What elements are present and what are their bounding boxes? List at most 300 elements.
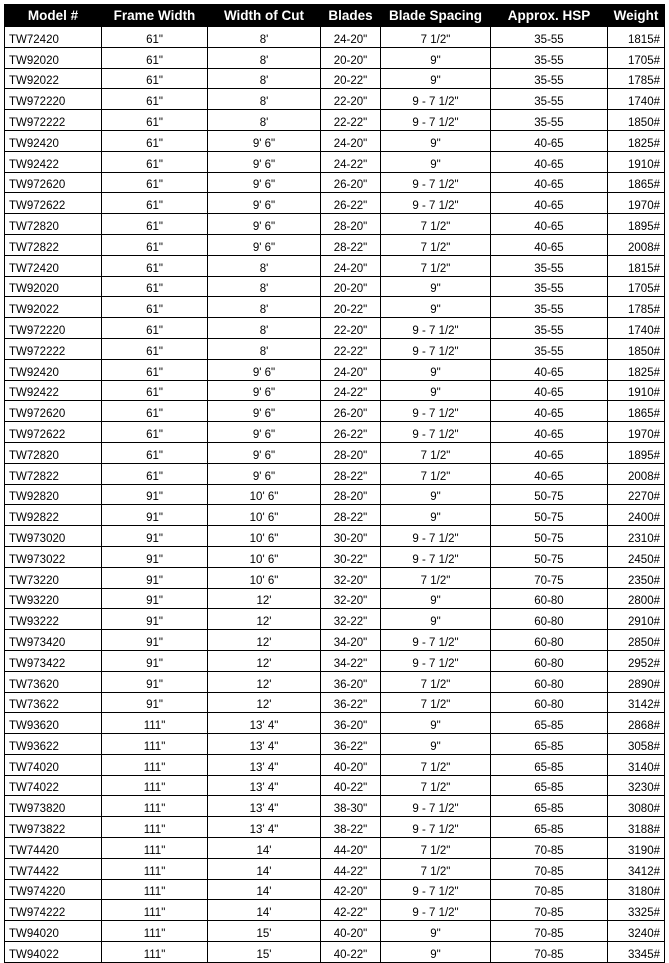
cell-approx-hsp: 60-80 xyxy=(491,650,608,671)
cell-model: TW973020 xyxy=(5,526,102,547)
cell-blades: 26-22" xyxy=(321,193,381,214)
cell-model: TW92020 xyxy=(5,47,102,68)
cell-blade-spacing: 9 - 7 1/2" xyxy=(381,338,491,359)
cell-width-of-cut: 9' 6" xyxy=(208,422,321,443)
table-row xyxy=(5,130,665,151)
cell-width-of-cut: 8' xyxy=(208,255,321,276)
cell-weight: 1825# xyxy=(608,359,665,380)
cell-approx-hsp: 70-85 xyxy=(491,838,608,859)
table-row xyxy=(5,234,665,255)
cell-width-of-cut: 14' xyxy=(208,858,321,879)
cell-blades: 38-22" xyxy=(321,817,381,838)
table-row xyxy=(5,817,665,838)
cell-blades: 36-22" xyxy=(321,692,381,713)
cell-width-of-cut: 14' xyxy=(208,879,321,900)
cell-frame-width: 61" xyxy=(102,27,208,48)
cell-width-of-cut: 12' xyxy=(208,609,321,630)
cell-width-of-cut: 8' xyxy=(208,338,321,359)
cell-blade-spacing: 9 - 7 1/2" xyxy=(381,422,491,443)
cell-blade-spacing: 9 - 7 1/2" xyxy=(381,526,491,547)
table-row xyxy=(5,214,665,235)
cell-weight: 1825# xyxy=(608,130,665,151)
cell-blades: 22-22" xyxy=(321,338,381,359)
cell-approx-hsp: 40-65 xyxy=(491,422,608,443)
cell-width-of-cut: 13' 4" xyxy=(208,734,321,755)
cell-weight: 3140# xyxy=(608,754,665,775)
table-row xyxy=(5,942,665,963)
cell-weight: 3142# xyxy=(608,692,665,713)
cell-weight: 1910# xyxy=(608,151,665,172)
cell-blades: 20-20" xyxy=(321,276,381,297)
cell-blade-spacing: 9" xyxy=(381,588,491,609)
cell-approx-hsp: 35-55 xyxy=(491,255,608,276)
cell-width-of-cut: 9' 6" xyxy=(208,463,321,484)
cell-blades: 28-20" xyxy=(321,442,381,463)
table-row xyxy=(5,484,665,505)
cell-blades: 28-22" xyxy=(321,234,381,255)
cell-blades: 24-22" xyxy=(321,151,381,172)
cell-width-of-cut: 12' xyxy=(208,692,321,713)
cell-blades: 22-20" xyxy=(321,318,381,339)
cell-blade-spacing: 9 - 7 1/2" xyxy=(381,401,491,422)
header-blades: Blades xyxy=(321,5,381,27)
cell-blade-spacing: 9" xyxy=(381,713,491,734)
cell-model: TW972220 xyxy=(5,318,102,339)
cell-frame-width: 91" xyxy=(102,484,208,505)
cell-weight: 1970# xyxy=(608,193,665,214)
cell-width-of-cut: 8' xyxy=(208,68,321,89)
cell-blades: 28-20" xyxy=(321,214,381,235)
cell-approx-hsp: 40-65 xyxy=(491,234,608,255)
cell-blades: 36-20" xyxy=(321,713,381,734)
cell-weight: 3180# xyxy=(608,879,665,900)
table-row xyxy=(5,68,665,89)
cell-frame-width: 61" xyxy=(102,130,208,151)
table-row xyxy=(5,422,665,443)
cell-weight: 1815# xyxy=(608,27,665,48)
cell-model: TW973820 xyxy=(5,796,102,817)
cell-weight: 1785# xyxy=(608,68,665,89)
cell-approx-hsp: 65-85 xyxy=(491,754,608,775)
cell-width-of-cut: 8' xyxy=(208,297,321,318)
cell-weight: 2952# xyxy=(608,650,665,671)
cell-model: TW972620 xyxy=(5,172,102,193)
cell-frame-width: 91" xyxy=(102,671,208,692)
cell-frame-width: 61" xyxy=(102,68,208,89)
cell-blades: 30-22" xyxy=(321,546,381,567)
cell-model: TW74022 xyxy=(5,775,102,796)
cell-weight: 2310# xyxy=(608,526,665,547)
cell-width-of-cut: 10' 6" xyxy=(208,567,321,588)
cell-weight: 1850# xyxy=(608,110,665,131)
cell-width-of-cut: 12' xyxy=(208,630,321,651)
cell-width-of-cut: 9' 6" xyxy=(208,130,321,151)
table-row xyxy=(5,609,665,630)
cell-approx-hsp: 35-55 xyxy=(491,110,608,131)
table-row xyxy=(5,380,665,401)
cell-approx-hsp: 70-85 xyxy=(491,942,608,963)
cell-blades: 20-22" xyxy=(321,297,381,318)
cell-approx-hsp: 40-65 xyxy=(491,151,608,172)
cell-blade-spacing: 7 1/2" xyxy=(381,838,491,859)
cell-blade-spacing: 7 1/2" xyxy=(381,671,491,692)
cell-approx-hsp: 40-65 xyxy=(491,380,608,401)
cell-blades: 24-20" xyxy=(321,130,381,151)
cell-blade-spacing: 7 1/2" xyxy=(381,567,491,588)
cell-model: TW93620 xyxy=(5,713,102,734)
cell-approx-hsp: 35-55 xyxy=(491,89,608,110)
cell-frame-width: 111" xyxy=(102,775,208,796)
cell-frame-width: 111" xyxy=(102,838,208,859)
cell-approx-hsp: 60-80 xyxy=(491,609,608,630)
cell-approx-hsp: 40-65 xyxy=(491,401,608,422)
cell-blade-spacing: 9 - 7 1/2" xyxy=(381,900,491,921)
cell-width-of-cut: 9' 6" xyxy=(208,359,321,380)
cell-blade-spacing: 9 - 7 1/2" xyxy=(381,110,491,131)
cell-blade-spacing: 9" xyxy=(381,130,491,151)
table-row xyxy=(5,567,665,588)
cell-blades: 36-20" xyxy=(321,671,381,692)
cell-model: TW974222 xyxy=(5,900,102,921)
cell-frame-width: 61" xyxy=(102,234,208,255)
cell-weight: 1785# xyxy=(608,297,665,318)
cell-model: TW92420 xyxy=(5,359,102,380)
cell-frame-width: 61" xyxy=(102,463,208,484)
cell-blades: 22-20" xyxy=(321,89,381,110)
cell-weight: 2910# xyxy=(608,609,665,630)
cell-weight: 1895# xyxy=(608,442,665,463)
cell-blades: 26-20" xyxy=(321,172,381,193)
table-row xyxy=(5,713,665,734)
cell-blades: 38-30" xyxy=(321,796,381,817)
cell-approx-hsp: 65-85 xyxy=(491,734,608,755)
cell-frame-width: 61" xyxy=(102,89,208,110)
cell-blades: 26-20" xyxy=(321,401,381,422)
cell-model: TW92422 xyxy=(5,151,102,172)
cell-blades: 40-20" xyxy=(321,754,381,775)
cell-blades: 32-22" xyxy=(321,609,381,630)
table-row xyxy=(5,318,665,339)
cell-frame-width: 61" xyxy=(102,151,208,172)
cell-model: TW94020 xyxy=(5,921,102,942)
cell-frame-width: 61" xyxy=(102,401,208,422)
cell-approx-hsp: 70-85 xyxy=(491,879,608,900)
cell-model: TW973422 xyxy=(5,650,102,671)
cell-blades: 24-20" xyxy=(321,27,381,48)
cell-blade-spacing: 9 - 7 1/2" xyxy=(381,879,491,900)
cell-model: TW72420 xyxy=(5,255,102,276)
cell-width-of-cut: 8' xyxy=(208,27,321,48)
cell-blade-spacing: 9 - 7 1/2" xyxy=(381,817,491,838)
table-row xyxy=(5,442,665,463)
cell-blade-spacing: 9" xyxy=(381,47,491,68)
cell-weight: 2868# xyxy=(608,713,665,734)
table-row xyxy=(5,297,665,318)
cell-weight: 3190# xyxy=(608,838,665,859)
cell-width-of-cut: 14' xyxy=(208,900,321,921)
cell-frame-width: 91" xyxy=(102,567,208,588)
cell-model: TW92822 xyxy=(5,505,102,526)
table-row xyxy=(5,359,665,380)
cell-weight: 1740# xyxy=(608,89,665,110)
cell-approx-hsp: 60-80 xyxy=(491,692,608,713)
cell-model: TW94022 xyxy=(5,942,102,963)
cell-approx-hsp: 50-75 xyxy=(491,526,608,547)
cell-blades: 24-20" xyxy=(321,255,381,276)
cell-frame-width: 91" xyxy=(102,609,208,630)
cell-width-of-cut: 9' 6" xyxy=(208,380,321,401)
cell-width-of-cut: 12' xyxy=(208,650,321,671)
cell-frame-width: 91" xyxy=(102,526,208,547)
cell-blades: 28-20" xyxy=(321,484,381,505)
table-row xyxy=(5,630,665,651)
cell-approx-hsp: 40-65 xyxy=(491,130,608,151)
table-row xyxy=(5,276,665,297)
cell-frame-width: 61" xyxy=(102,442,208,463)
table-row xyxy=(5,47,665,68)
cell-weight: 3412# xyxy=(608,858,665,879)
cell-approx-hsp: 50-75 xyxy=(491,505,608,526)
cell-weight: 3345# xyxy=(608,942,665,963)
table-row xyxy=(5,692,665,713)
table-row xyxy=(5,505,665,526)
cell-approx-hsp: 35-55 xyxy=(491,276,608,297)
cell-weight: 1705# xyxy=(608,276,665,297)
header-approx-hsp: Approx. HSP xyxy=(491,5,608,27)
cell-frame-width: 111" xyxy=(102,754,208,775)
cell-width-of-cut: 8' xyxy=(208,318,321,339)
cell-model: TW74420 xyxy=(5,838,102,859)
cell-blade-spacing: 9" xyxy=(381,505,491,526)
cell-blade-spacing: 9" xyxy=(381,734,491,755)
cell-approx-hsp: 70-85 xyxy=(491,921,608,942)
cell-width-of-cut: 13' 4" xyxy=(208,775,321,796)
cell-frame-width: 61" xyxy=(102,276,208,297)
cell-blade-spacing: 9 - 7 1/2" xyxy=(381,630,491,651)
cell-blade-spacing: 9 - 7 1/2" xyxy=(381,193,491,214)
cell-blade-spacing: 9" xyxy=(381,276,491,297)
cell-frame-width: 61" xyxy=(102,110,208,131)
cell-blade-spacing: 9" xyxy=(381,151,491,172)
cell-weight: 2400# xyxy=(608,505,665,526)
cell-approx-hsp: 65-85 xyxy=(491,796,608,817)
cell-blades: 36-22" xyxy=(321,734,381,755)
table-row xyxy=(5,193,665,214)
cell-approx-hsp: 40-65 xyxy=(491,214,608,235)
cell-blades: 26-22" xyxy=(321,422,381,443)
table-row xyxy=(5,151,665,172)
cell-model: TW73622 xyxy=(5,692,102,713)
cell-blades: 20-20" xyxy=(321,47,381,68)
cell-frame-width: 61" xyxy=(102,47,208,68)
cell-width-of-cut: 12' xyxy=(208,671,321,692)
cell-blade-spacing: 7 1/2" xyxy=(381,255,491,276)
cell-weight: 2800# xyxy=(608,588,665,609)
cell-weight: 1865# xyxy=(608,401,665,422)
header-width-of-cut: Width of Cut xyxy=(208,5,321,27)
cell-model: TW972620 xyxy=(5,401,102,422)
cell-blade-spacing: 7 1/2" xyxy=(381,442,491,463)
cell-frame-width: 91" xyxy=(102,650,208,671)
cell-blade-spacing: 9 - 7 1/2" xyxy=(381,172,491,193)
cell-model: TW92420 xyxy=(5,130,102,151)
cell-weight: 1740# xyxy=(608,318,665,339)
table-row xyxy=(5,671,665,692)
cell-approx-hsp: 70-75 xyxy=(491,567,608,588)
cell-model: TW72822 xyxy=(5,463,102,484)
cell-blades: 30-20" xyxy=(321,526,381,547)
cell-frame-width: 61" xyxy=(102,359,208,380)
cell-width-of-cut: 9' 6" xyxy=(208,151,321,172)
table-row xyxy=(5,110,665,131)
cell-frame-width: 111" xyxy=(102,734,208,755)
cell-blades: 40-22" xyxy=(321,942,381,963)
cell-frame-width: 91" xyxy=(102,692,208,713)
header-row xyxy=(5,5,665,27)
cell-model: TW72822 xyxy=(5,234,102,255)
cell-weight: 1910# xyxy=(608,380,665,401)
cell-blades: 34-20" xyxy=(321,630,381,651)
cell-frame-width: 111" xyxy=(102,858,208,879)
cell-frame-width: 91" xyxy=(102,630,208,651)
cell-width-of-cut: 9' 6" xyxy=(208,193,321,214)
cell-approx-hsp: 70-85 xyxy=(491,900,608,921)
table-row xyxy=(5,754,665,775)
cell-blade-spacing: 9" xyxy=(381,297,491,318)
cell-approx-hsp: 65-85 xyxy=(491,775,608,796)
cell-blade-spacing: 9 - 7 1/2" xyxy=(381,89,491,110)
cell-blade-spacing: 7 1/2" xyxy=(381,775,491,796)
cell-weight: 3230# xyxy=(608,775,665,796)
cell-weight: 3058# xyxy=(608,734,665,755)
cell-width-of-cut: 8' xyxy=(208,276,321,297)
cell-blade-spacing: 9" xyxy=(381,68,491,89)
cell-approx-hsp: 50-75 xyxy=(491,484,608,505)
table-row xyxy=(5,255,665,276)
cell-width-of-cut: 15' xyxy=(208,921,321,942)
cell-blade-spacing: 7 1/2" xyxy=(381,234,491,255)
cell-width-of-cut: 13' 4" xyxy=(208,796,321,817)
cell-width-of-cut: 13' 4" xyxy=(208,754,321,775)
cell-width-of-cut: 12' xyxy=(208,588,321,609)
table-row xyxy=(5,588,665,609)
table-row xyxy=(5,858,665,879)
table-row xyxy=(5,734,665,755)
cell-approx-hsp: 40-65 xyxy=(491,442,608,463)
cell-weight: 2890# xyxy=(608,671,665,692)
table-row xyxy=(5,463,665,484)
cell-weight: 3325# xyxy=(608,900,665,921)
cell-approx-hsp: 50-75 xyxy=(491,546,608,567)
cell-approx-hsp: 35-55 xyxy=(491,68,608,89)
cell-frame-width: 61" xyxy=(102,338,208,359)
cell-blade-spacing: 7 1/2" xyxy=(381,858,491,879)
table-row xyxy=(5,879,665,900)
table-row xyxy=(5,838,665,859)
cell-width-of-cut: 9' 6" xyxy=(208,234,321,255)
cell-model: TW972622 xyxy=(5,422,102,443)
cell-frame-width: 91" xyxy=(102,546,208,567)
cell-blades: 28-22" xyxy=(321,463,381,484)
cell-weight: 2270# xyxy=(608,484,665,505)
cell-blades: 40-22" xyxy=(321,775,381,796)
cell-approx-hsp: 35-55 xyxy=(491,27,608,48)
cell-model: TW72420 xyxy=(5,27,102,48)
cell-weight: 1705# xyxy=(608,47,665,68)
cell-blade-spacing: 9" xyxy=(381,942,491,963)
cell-blades: 40-20" xyxy=(321,921,381,942)
cell-model: TW74422 xyxy=(5,858,102,879)
cell-blade-spacing: 7 1/2" xyxy=(381,692,491,713)
cell-width-of-cut: 10' 6" xyxy=(208,484,321,505)
cell-blade-spacing: 9 - 7 1/2" xyxy=(381,796,491,817)
cell-weight: 2008# xyxy=(608,234,665,255)
cell-blade-spacing: 9" xyxy=(381,380,491,401)
table-row xyxy=(5,27,665,48)
cell-blades: 32-20" xyxy=(321,567,381,588)
cell-frame-width: 61" xyxy=(102,422,208,443)
cell-weight: 1865# xyxy=(608,172,665,193)
cell-approx-hsp: 60-80 xyxy=(491,588,608,609)
cell-blades: 44-20" xyxy=(321,838,381,859)
cell-model: TW72820 xyxy=(5,442,102,463)
cell-blades: 28-22" xyxy=(321,505,381,526)
cell-approx-hsp: 60-80 xyxy=(491,671,608,692)
cell-model: TW973022 xyxy=(5,546,102,567)
cell-blades: 42-20" xyxy=(321,879,381,900)
cell-width-of-cut: 8' xyxy=(208,110,321,131)
cell-blade-spacing: 7 1/2" xyxy=(381,27,491,48)
cell-weight: 1850# xyxy=(608,338,665,359)
table-row xyxy=(5,900,665,921)
cell-frame-width: 91" xyxy=(102,588,208,609)
cell-width-of-cut: 9' 6" xyxy=(208,401,321,422)
cell-frame-width: 111" xyxy=(102,879,208,900)
cell-frame-width: 111" xyxy=(102,942,208,963)
cell-blade-spacing: 9 - 7 1/2" xyxy=(381,546,491,567)
header-weight: Weight xyxy=(608,5,665,27)
cell-frame-width: 61" xyxy=(102,297,208,318)
cell-blade-spacing: 9 - 7 1/2" xyxy=(381,650,491,671)
table-row xyxy=(5,89,665,110)
cell-approx-hsp: 40-65 xyxy=(491,463,608,484)
cell-model: TW72820 xyxy=(5,214,102,235)
cell-blade-spacing: 9 - 7 1/2" xyxy=(381,318,491,339)
cell-blades: 22-22" xyxy=(321,110,381,131)
table-row xyxy=(5,796,665,817)
cell-width-of-cut: 10' 6" xyxy=(208,526,321,547)
cell-width-of-cut: 8' xyxy=(208,89,321,110)
cell-width-of-cut: 14' xyxy=(208,838,321,859)
cell-model: TW92422 xyxy=(5,380,102,401)
cell-width-of-cut: 9' 6" xyxy=(208,214,321,235)
cell-model: TW972220 xyxy=(5,89,102,110)
cell-weight: 1895# xyxy=(608,214,665,235)
cell-blade-spacing: 7 1/2" xyxy=(381,214,491,235)
cell-model: TW972222 xyxy=(5,110,102,131)
cell-approx-hsp: 40-65 xyxy=(491,172,608,193)
cell-approx-hsp: 35-55 xyxy=(491,47,608,68)
cell-frame-width: 111" xyxy=(102,817,208,838)
cell-blade-spacing: 9" xyxy=(381,359,491,380)
cell-width-of-cut: 9' 6" xyxy=(208,442,321,463)
cell-weight: 3080# xyxy=(608,796,665,817)
cell-blades: 24-22" xyxy=(321,380,381,401)
cell-blades: 34-22" xyxy=(321,650,381,671)
cell-model: TW973822 xyxy=(5,817,102,838)
cell-model: TW92020 xyxy=(5,276,102,297)
cell-model: TW92022 xyxy=(5,297,102,318)
